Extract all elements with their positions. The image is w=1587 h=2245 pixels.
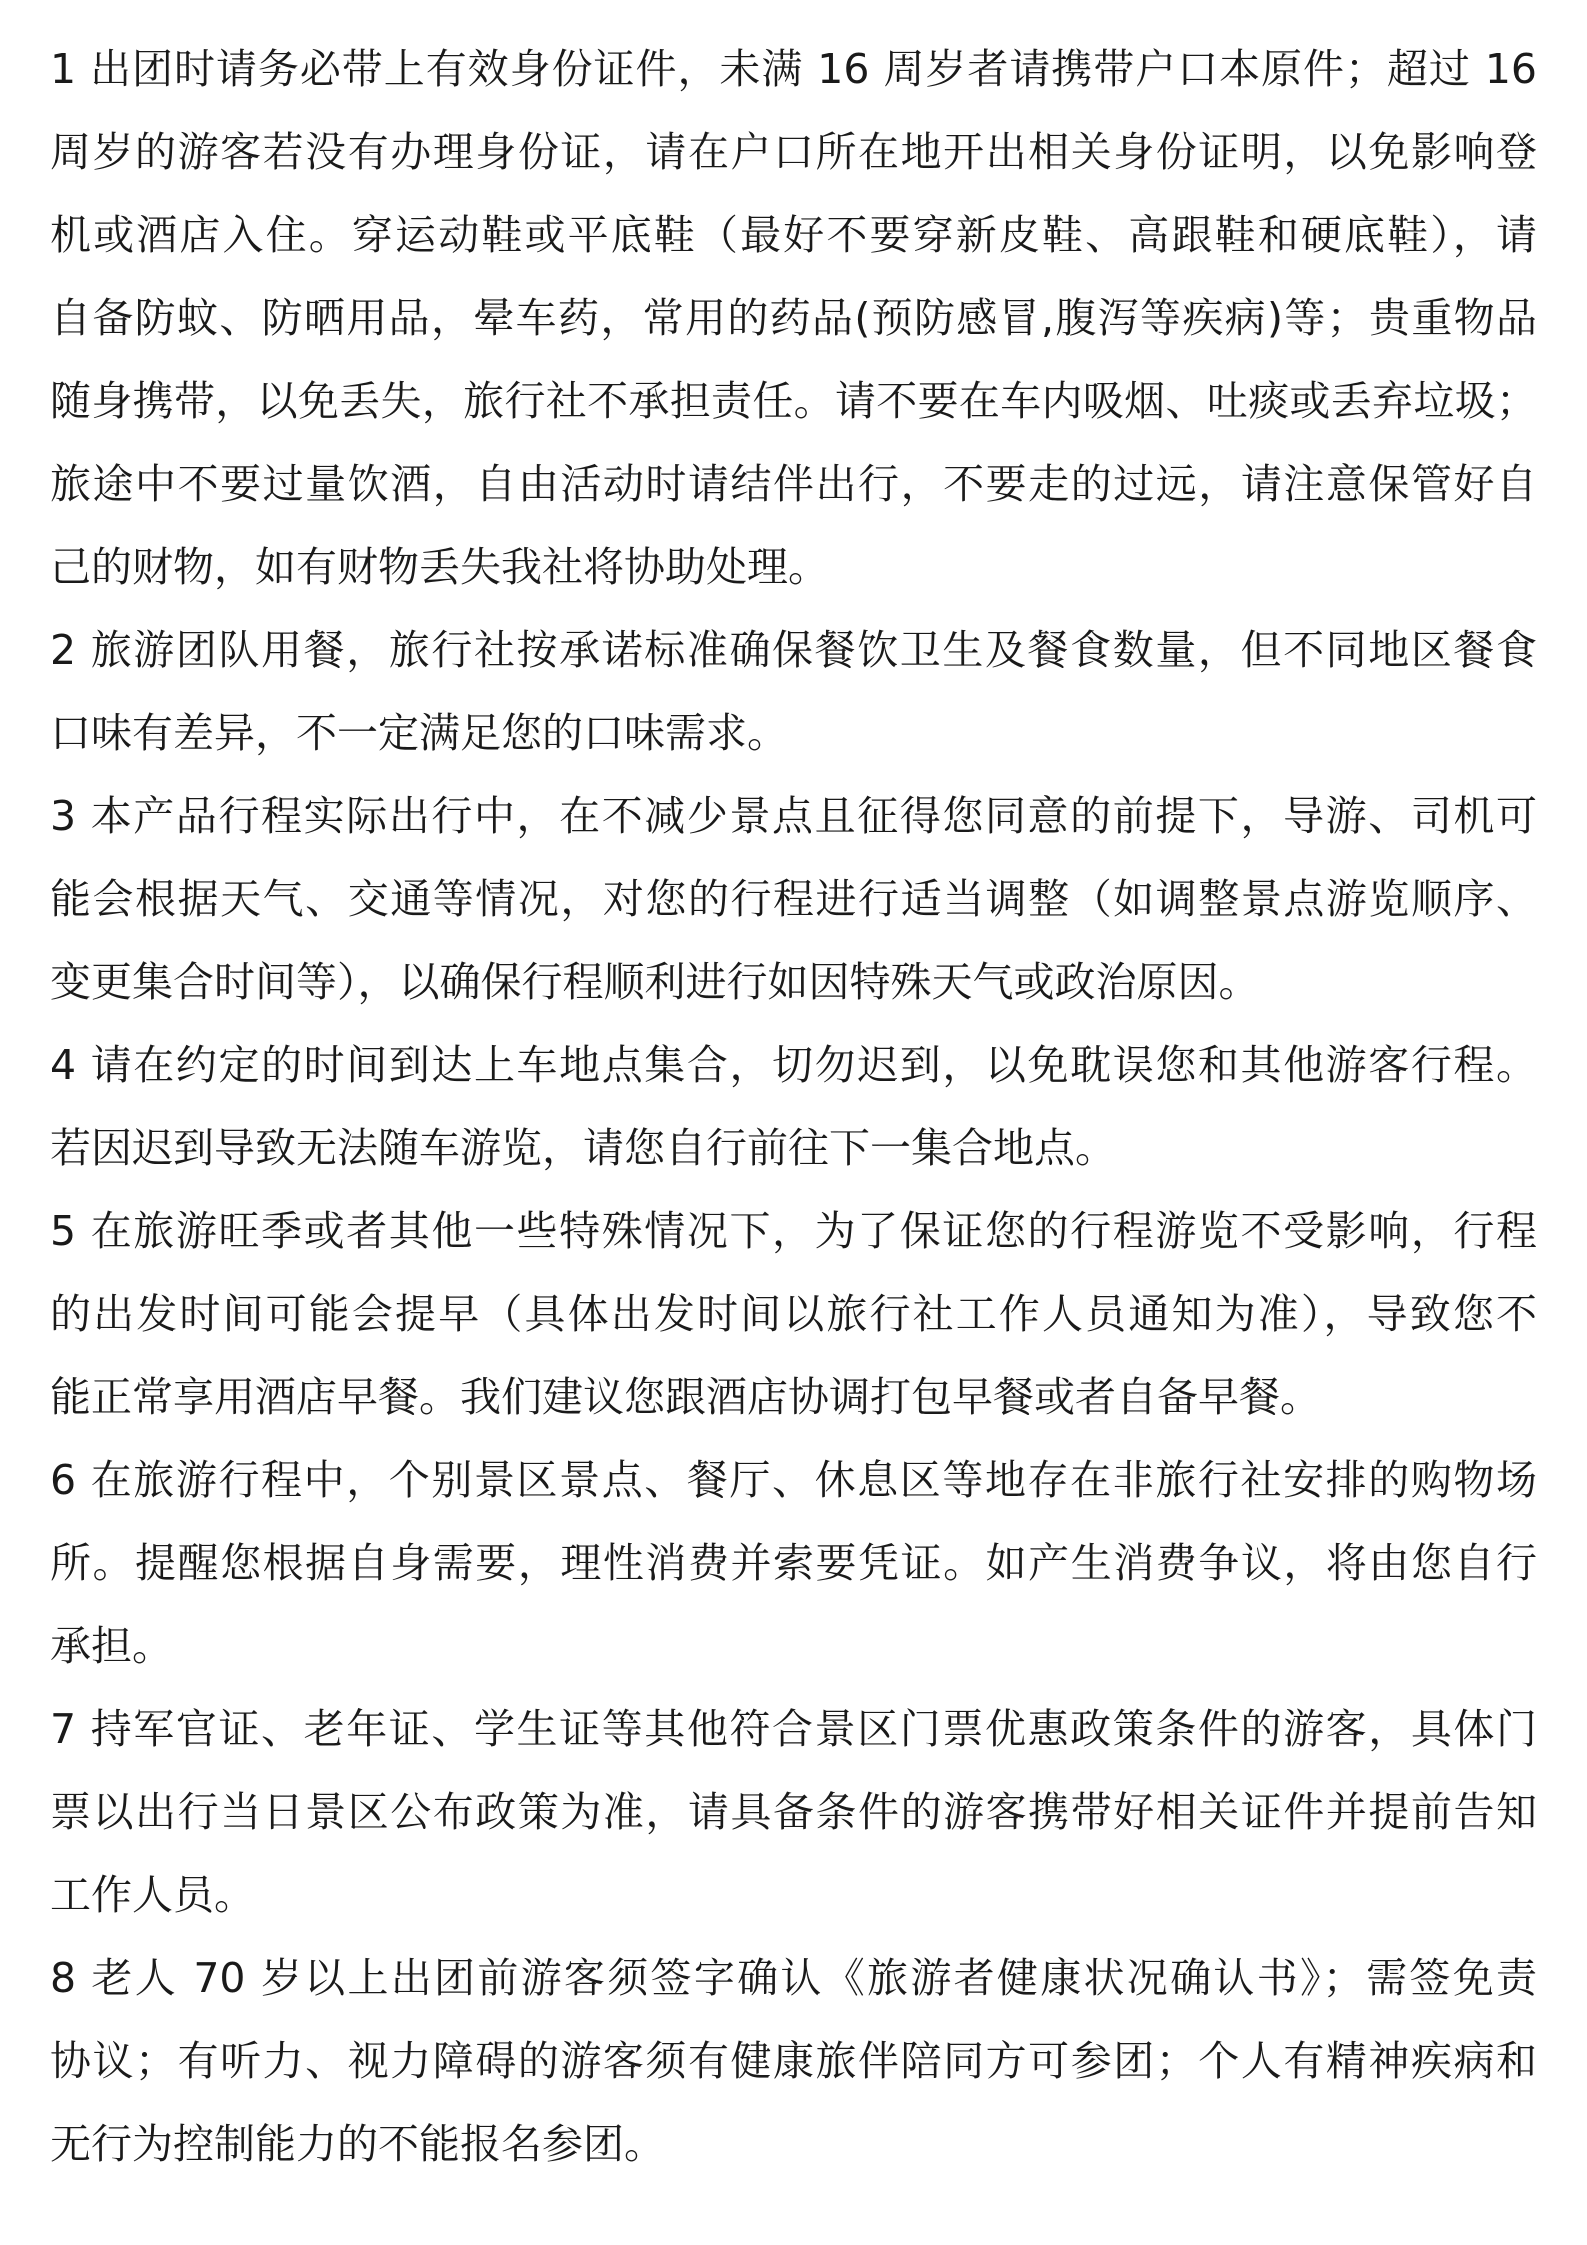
paragraph-line: 协议；有听力、视力障碍的游客须有健康旅伴陪同方可参团；个人有精神疾病和 <box>50 2037 1537 2085</box>
paragraph-line: 4 请在约定的时间到达上车地点集合，切勿迟到，以免耽误您和其他游客行程。 <box>50 1041 1537 1089</box>
paragraph-line: 6 在旅游行程中，个别景区景点、餐厅、休息区等地存在非旅行社安排的购物场 <box>50 1456 1537 1504</box>
paragraph-line: 票以出行当日景区公布政策为准，请具备条件的游客携带好相关证件并提前告知 <box>50 1788 1537 1836</box>
paragraph-line: 口味有差异，不一定满足您的口味需求。 <box>50 709 788 757</box>
paragraph-line: 变更集合时间等），以确保行程顺利进行如因特殊天气或政治原因。 <box>50 958 1260 1006</box>
paragraph-line: 自备防蚊、防晒用品，晕车药，常用的药品(预防感冒,腹泻等疾病)等；贵重物品 <box>50 294 1537 342</box>
paragraph-line: 随身携带，以免丢失，旅行社不承担责任。请不要在车内吸烟、吐痰或丢弃垃圾； <box>50 377 1537 425</box>
paragraph-line: 7 持军官证、老年证、学生证等其他符合景区门票优惠政策条件的游客，具体门 <box>50 1705 1537 1753</box>
paragraph-line: 2 旅游团队用餐，旅行社按承诺标准确保餐饮卫生及餐食数量，但不同地区餐食 <box>50 626 1537 674</box>
notice-paragraph-3 <box>50 775 1537 1024</box>
notice-paragraph-5 <box>50 1190 1537 1439</box>
paragraph-line: 若因迟到导致无法随车游览，请您自行前往下一集合地点。 <box>50 1124 1116 1172</box>
paragraph-line: 己的财物，如有财物丢失我社将协助处理。 <box>50 543 829 591</box>
notice-paragraph-7 <box>50 1688 1537 1937</box>
paragraph-line: 机或酒店入住。穿运动鞋或平底鞋（最好不要穿新皮鞋、高跟鞋和硬底鞋），请 <box>50 211 1537 259</box>
paragraph-line: 3 本产品行程实际出行中，在不减少景点且征得您同意的前提下，导游、司机可 <box>50 792 1537 840</box>
notice-paragraph-8 <box>50 1937 1537 2186</box>
paragraph-line: 旅途中不要过量饮酒，自由活动时请结伴出行，不要走的过远，请注意保管好自 <box>50 460 1537 508</box>
paragraph-line: 的出发时间可能会提早（具体出发时间以旅行社工作人员通知为准），导致您不 <box>50 1290 1537 1338</box>
paragraph-line: 所。提醒您根据自身需要，理性消费并索要凭证。如产生消费争议，将由您自行 <box>50 1539 1537 1587</box>
notice-paragraph-4 <box>50 1024 1537 1190</box>
paragraph-line: 能正常享用酒店早餐。我们建议您跟酒店协调打包早餐或者自备早餐。 <box>50 1373 1321 1421</box>
paragraph-line: 无行为控制能力的不能报名参团。 <box>50 2120 665 2168</box>
notice-paragraph-6 <box>50 1439 1537 1688</box>
paragraph-line: 能会根据天气、交通等情况，对您的行程进行适当调整（如调整景点游览顺序、 <box>50 875 1537 923</box>
travel-notice-document <box>50 28 1537 2186</box>
paragraph-line: 8 老人 70 岁以上出团前游客须签字确认《旅游者健康状况确认书》；需签免责 <box>50 1954 1537 2002</box>
paragraph-line: 1 出团时请务必带上有效身份证件，未满 16 周岁者请携带户口本原件；超过 16 <box>50 45 1537 93</box>
notice-paragraph-2 <box>50 609 1537 775</box>
paragraph-line: 5 在旅游旺季或者其他一些特殊情况下，为了保证您的行程游览不受影响，行程 <box>50 1207 1537 1255</box>
paragraph-line: 承担。 <box>50 1622 173 1670</box>
paragraph-line: 工作人员。 <box>50 1871 255 1919</box>
paragraph-line: 周岁的游客若没有办理身份证，请在户口所在地开出相关身份证明，以免影响登 <box>50 128 1537 176</box>
notice-paragraph-1 <box>50 28 1537 609</box>
